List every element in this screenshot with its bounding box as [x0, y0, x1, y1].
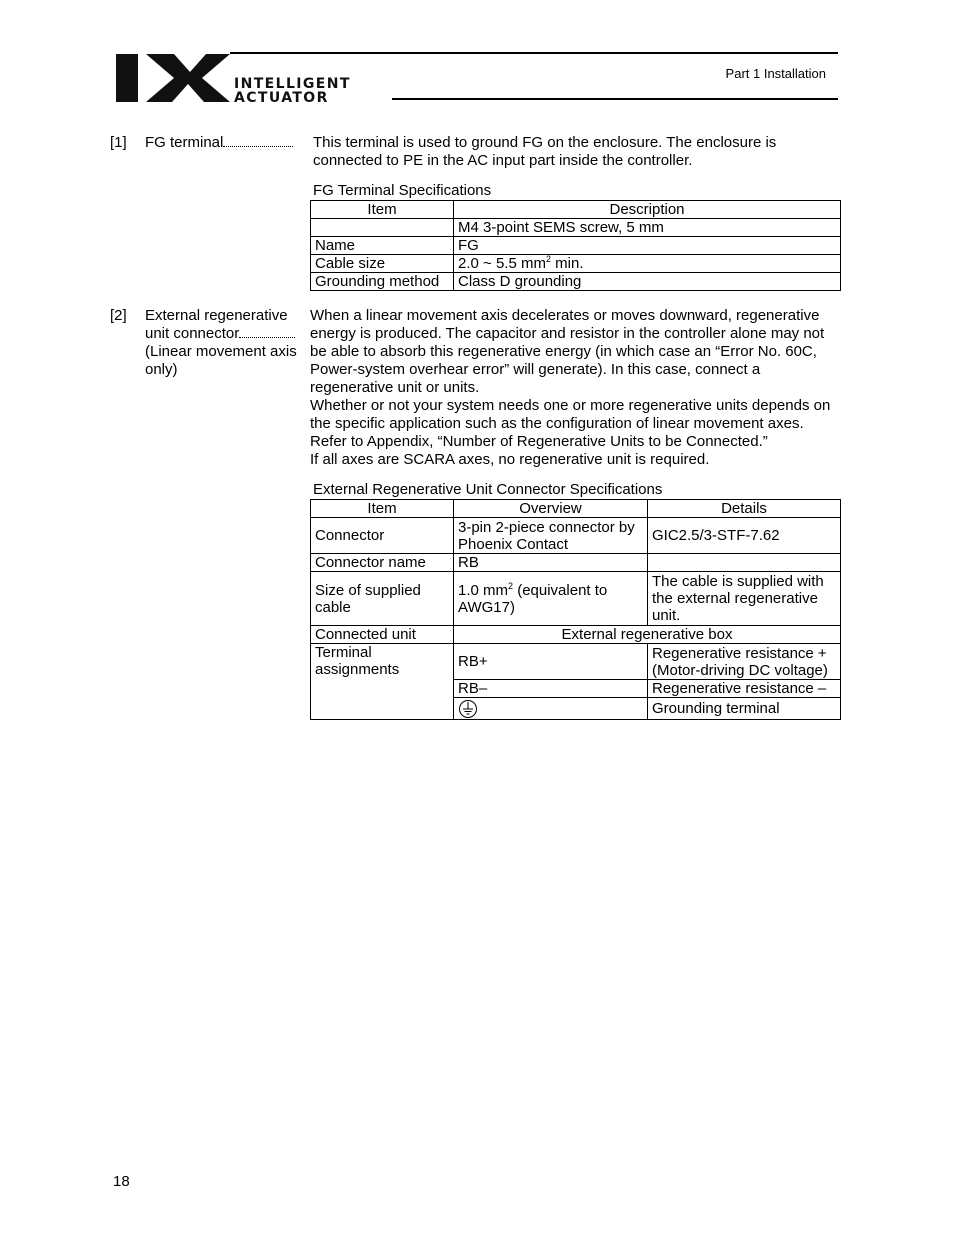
table-cell: Name [311, 237, 454, 255]
table-cell: External regenerative box [454, 626, 841, 644]
item2-number: [2] [110, 307, 127, 324]
item2-label: External regenerative unit connector (Linear movement axis only) [145, 307, 297, 378]
svg-text:ACTUATOR: ACTUATOR [234, 90, 329, 104]
fg-table-caption: FG Terminal Specifications [313, 182, 492, 199]
table-cell: RB [454, 554, 648, 572]
table-cell: Terminal assignments [311, 644, 454, 720]
table-cell: RB+ [454, 644, 648, 680]
table-row [311, 626, 841, 644]
table-cell: Connected unit [311, 626, 454, 644]
table-header-row [311, 201, 841, 219]
table-cell [648, 554, 841, 572]
table-header-cell: Item [311, 201, 454, 219]
table-cell: Regenerative resistance – [648, 680, 841, 698]
header-rule-bottom [392, 98, 838, 100]
item1-description: This terminal is used to ground FG on the enclosure. The enclosure is connected to PE in the AC input part inside the controller. [313, 134, 777, 169]
table-cell: 2.0 ~ 5.5 $mm^2$ min. [454, 255, 841, 273]
table-cell: Connector name [311, 554, 454, 572]
table-header-cell: Item [311, 500, 454, 518]
table-row [311, 237, 841, 255]
table-cell: Connector [311, 518, 454, 554]
ground-symbol-icon [458, 699, 478, 719]
table-row [311, 219, 841, 237]
item1-label: FG terminal [145, 134, 293, 152]
table-cell: Grounding method [311, 273, 454, 291]
regen-connector-table [310, 499, 841, 720]
page-number: 18 [113, 1173, 130, 1190]
table-cell: Cable size [311, 255, 454, 273]
table-cell: FG [454, 237, 841, 255]
table-row [311, 518, 841, 554]
table-cell: 3-pin 2-piece connector by Phoenix Contact [454, 518, 648, 554]
item2-description: When a linear movement axis decelerates or moves downward, regenerative energy is produced. The capacitor and resistor in the controller alone may not be able to absorb this regenerative energy (in which case an “Error No. 60C, Power-system overhear error” will generate). In this case, connect a regenerative unit or units. Whether or not your system needs one or more regenerative units depends on the specific application such as the configuration of linear movement axes. Refer to Appendix, “Number of Regenerative Units to be Connected.” If all axes are SCARA axes, no regenerative unit is required. [310, 307, 831, 468]
table-row [311, 644, 841, 680]
table-row [311, 572, 841, 626]
table-cell: Size of supplied cable [311, 572, 454, 626]
table-header-cell: Description [454, 201, 841, 219]
fg-terminal-table [310, 200, 841, 291]
table-row [311, 554, 841, 572]
svg-text:INTELLIGENT: INTELLIGENT [234, 76, 351, 92]
table-row [311, 255, 841, 273]
item1-number: [1] [110, 134, 127, 151]
table-header-cell: Overview [454, 500, 648, 518]
table-cell: RB– [454, 680, 648, 698]
table-cell [311, 219, 454, 237]
header-rule-top [230, 52, 838, 54]
table-header-cell: Details [648, 500, 841, 518]
table-header-row [311, 500, 841, 518]
table-cell: Regenerative resistance + (Motor-driving DC voltage) [648, 644, 841, 680]
table-cell: The cable is supplied with the external regenerative unit. [648, 572, 841, 626]
table-cell: M4 3-point SEMS screw, 5 mm [454, 219, 841, 237]
table-cell: 1.0 $mm^2$ (equivalent to AWG17) [454, 572, 648, 626]
table-cell [454, 698, 648, 720]
table-cell: Grounding terminal [648, 698, 841, 720]
table-cell: Class D grounding [454, 273, 841, 291]
table-row [311, 273, 841, 291]
regen-table-caption: External Regenerative Unit Connector Specifications [313, 481, 663, 498]
header-section-title: Part 1 Installation [725, 66, 826, 81]
table-cell: GIC2.5/3-STF-7.62 [648, 518, 841, 554]
intelligent-actuator-logo [116, 52, 406, 104]
